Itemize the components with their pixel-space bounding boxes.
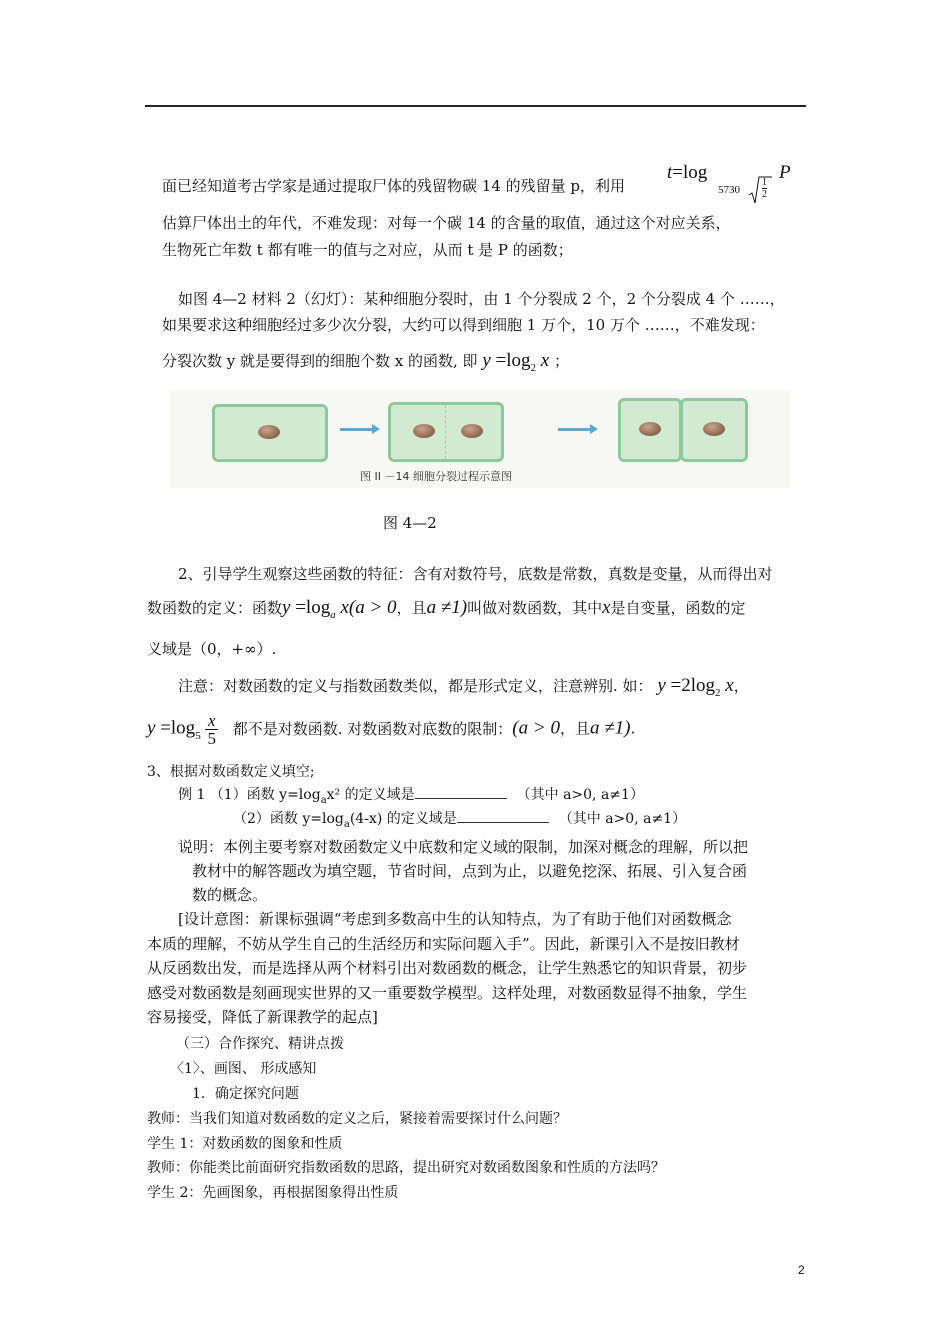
- note-text: 注意：对数函数的定义与指数函数类似，都是形式定义，注意辨别. 如：: [178, 677, 653, 695]
- cell-3-right: [680, 398, 748, 462]
- formula-base: [718, 184, 740, 196]
- design-line1: [设计意图：新课标强调“考虑到多数高中生的认知特点，为了有助于他们对函数概念: [178, 910, 732, 928]
- note-line1: [178, 675, 749, 697]
- formula-t-log: [667, 162, 707, 184]
- cell-2-dividing: [388, 402, 504, 462]
- design-line4: 感受对数函数是刻画现实世界的又一重要数学模型。这样处理，对数函数显得不抽象，学生: [147, 984, 748, 1002]
- example-2: [233, 808, 686, 828]
- formula-root-fraction: [762, 177, 767, 200]
- para3-text-a: 数函数的定义：函数: [147, 599, 283, 617]
- var-y: y: [147, 717, 156, 739]
- formula-var-P: P: [779, 162, 791, 183]
- var-x: x: [536, 350, 550, 371]
- para2-line2: 如果要求这种细胞经过多少次分裂，大约可以得到细胞 1 万个，10 万个 ……，不难发现：: [162, 316, 765, 334]
- para2-line3: [162, 350, 569, 372]
- formula-a-ne-1: a ≠1): [426, 597, 468, 618]
- para3-text-c: 叫做对数函数，其中: [467, 599, 603, 617]
- nucleus-icon: [258, 425, 280, 439]
- formula-root: [748, 175, 772, 211]
- ex1-text-c: （其中 a>0, a≠1）: [516, 787, 644, 803]
- log: =log: [490, 350, 531, 371]
- ex2-text-a: （2）函数 y=log: [233, 811, 344, 827]
- fraction-x-over-5: [205, 712, 218, 747]
- header-rule: [145, 105, 806, 107]
- arrow-right-icon: [340, 428, 374, 431]
- ex1-blank[interactable]: [415, 786, 507, 799]
- para1-line3: 生物死亡年数 t 都有唯一的值与之对应，从而 t 是 P 的函数；: [162, 241, 573, 259]
- ex2-blank[interactable]: [457, 810, 549, 823]
- design-line2: 本质的理解，不妨从学生自己的生活经历和实际问题入手”。因此，新课引入不是按旧教材: [147, 935, 740, 953]
- fraction-numerator: x: [205, 712, 218, 730]
- var-x: x: [602, 597, 611, 618]
- log: =log: [290, 597, 331, 618]
- log-base: 5: [195, 729, 201, 742]
- explain-line3: 数的概念。: [192, 886, 268, 904]
- arrow-right-icon: [558, 428, 592, 431]
- para3-line3: 义域是（0，+∞）.: [147, 640, 277, 658]
- ex2-text-b: (4-x) 的定义域是: [349, 811, 457, 827]
- explain-line1: 说明：本例主要考察对数函数定义中底数和定义域的限制，加深对概念的理解，所以把: [178, 838, 749, 856]
- formula-base-value: 5730: [718, 184, 740, 196]
- ex1-sub: a: [320, 795, 327, 806]
- formula-log: =log: [672, 162, 708, 183]
- var-y: y: [482, 350, 491, 371]
- page-number: 2: [798, 1263, 805, 1277]
- teacher-line-1: 教师：当我们知道对数函数的定义之后，紧接着需要探讨什么问题？: [147, 1111, 567, 1127]
- fraction-denominator: 5: [207, 729, 216, 748]
- example-1: [178, 784, 644, 804]
- para1-text: 面已经知道考古学家是通过提取尸体的残留物碳 14 的残留量 p，利用: [162, 177, 625, 195]
- item-1: 1．确定探究问题: [192, 1086, 299, 1102]
- division-line: [445, 405, 446, 459]
- ex1-text-b: x² 的定义域是: [326, 787, 415, 803]
- ex1-text-a: 例 1 （1）函数 y=log: [178, 787, 321, 803]
- formula-P: [779, 162, 791, 184]
- cell-3-left: [618, 398, 682, 462]
- para3-text-b: ，且: [396, 599, 427, 617]
- ex2-text-c: （其中 a>0, a≠1）: [558, 811, 687, 827]
- comma: ，: [733, 677, 749, 695]
- formula-x-a-gt-0: x(a > 0: [335, 597, 397, 618]
- para1-line2: 估算尸体出土的年代，不难发现：对每一个碳 14 的含量的取值，通过这个对应关系，: [162, 214, 731, 232]
- student-line-1: 学生 1：对数函数的图象和性质: [147, 1136, 343, 1152]
- root-numerator: 1: [762, 177, 767, 188]
- subsection-heading: 〈1〉、画图、 形成感知: [170, 1061, 317, 1077]
- var-y: y: [657, 675, 666, 696]
- note-text-2: 都不是对数函数. 对数函数对底数的限制：: [232, 719, 513, 738]
- log: =log: [155, 717, 196, 739]
- para2-line1: 如图 4—2 材料 2（幻灯）：某种细胞分裂时，由 1 个分裂成 2 个，2 个分裂成 4 个 ……，: [178, 290, 785, 308]
- cell-1: [212, 404, 328, 462]
- para3-text-d: 是自变量，函数的定: [610, 599, 746, 617]
- ex2-sub: a: [343, 819, 350, 830]
- var-x: x: [720, 675, 734, 696]
- para2-text: 分裂次数 y 就是要得到的细胞个数 x 的函数, 即: [162, 352, 478, 370]
- cell-division-figure: [170, 390, 790, 488]
- note-line2: [147, 712, 635, 747]
- para3-line2: [147, 597, 746, 619]
- figure-inner-caption: 图 II －14 细胞分裂过程示意图: [360, 470, 512, 483]
- note-text-3: ，且: [559, 719, 590, 738]
- nucleus-icon: [461, 424, 483, 438]
- nucleus-icon: [703, 422, 725, 436]
- var-y: y: [282, 597, 291, 618]
- para3-line1: 2、引导学生观察这些函数的特征：含有对数符号，底数是常数，真数是变量，从而得出对: [178, 565, 773, 583]
- student-line-2: 学生 2：先画图象，再根据图象得出性质: [147, 1185, 399, 1201]
- formula-var-t: t: [667, 162, 673, 183]
- figure-caption: 图 4—2: [383, 514, 437, 532]
- nucleus-icon: [413, 424, 435, 438]
- root-denominator: 2: [762, 189, 767, 200]
- semicolon: ；: [549, 352, 569, 370]
- nucleus-icon: [639, 422, 661, 436]
- teacher-line-2: 教师：你能类比前面研究指数函数的思路，提出研究对数函数图象和性质的方法吗？: [147, 1160, 665, 1176]
- two-log: =2log: [665, 675, 716, 696]
- explain-line2: 教材中的解答题改为填空题，节省时间，点到为止，以避免挖深、拓展、引入复合函: [192, 862, 748, 880]
- log-base: 2: [530, 362, 537, 374]
- log-base: 2: [715, 687, 721, 699]
- formula-a-gt-0: (a > 0: [512, 717, 560, 739]
- para1-line1: [162, 175, 625, 196]
- design-line5: 容易接受，降低了新课教学的起点]: [147, 1008, 378, 1026]
- section-heading: （三）合作探究、精讲点拨: [176, 1036, 344, 1052]
- sqrt-icon: [748, 175, 772, 207]
- formula-a-ne-1: a ≠1): [589, 717, 631, 739]
- design-line3: 从反函数出发，而是选择从两个材料引出对数函数的概念，让学生熟悉它的知识背景，初步: [147, 959, 748, 977]
- period: .: [630, 719, 636, 738]
- example-heading: 3、根据对数函数定义填空;: [147, 764, 315, 780]
- log-base-a: a: [330, 609, 336, 621]
